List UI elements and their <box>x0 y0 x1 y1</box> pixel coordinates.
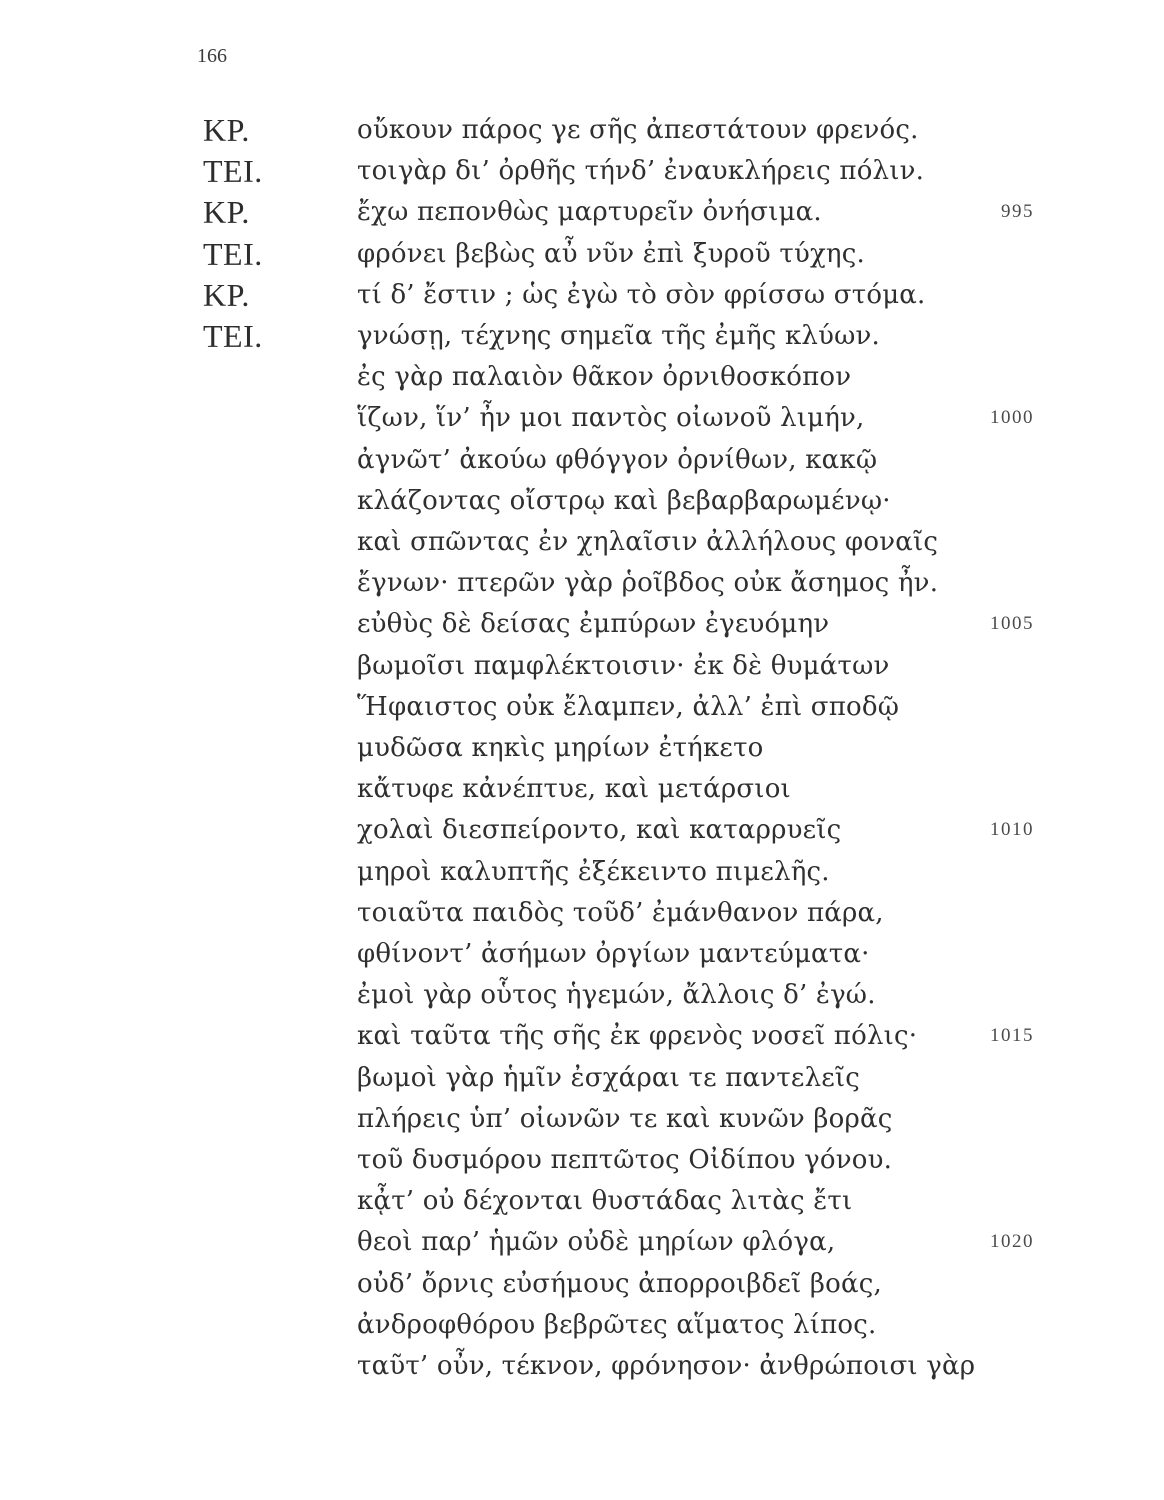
verse-line <box>0 110 1164 150</box>
verse-text: καὶ σπῶντας ἐν χηλαῖσιν ἀλλήλους φοναῖς <box>357 527 939 557</box>
verse-text: μηροὶ καλυπτῆς ἐξέκειντο πιμελῆς. <box>357 857 830 887</box>
verse-line <box>0 357 1164 397</box>
verse-text: τοιγὰρ δι’ ὀρθῆς τήνδ’ ἐναυκλήρεις πόλιν. <box>357 156 925 186</box>
verse-line <box>0 852 1164 892</box>
verse-text: ἵζων, ἵν’ ἦν μοι παντὸς οἰωνοῦ λιμήν, <box>357 403 865 433</box>
verse-text: τοιαῦτα παιδὸς τοῦδ’ ἐμάνθανον πάρα, <box>357 898 884 928</box>
verse-line <box>0 192 1164 232</box>
verse-text: φρόνει βεβὼς αὖ νῦν ἐπὶ ξυροῦ τύχης. <box>357 239 865 269</box>
verse-text: φθίνοντ’ ἀσήμων ὀργίων μαντεύματα· <box>357 939 870 969</box>
line-number: 1020 <box>990 1231 1034 1252</box>
verse-text: ταῦτ’ οὖν, τέκνον, φρόνησον· ἀνθρώποισι γὰρ <box>357 1351 976 1381</box>
line-number: 1015 <box>990 1025 1034 1046</box>
line-number: 995 <box>1001 201 1034 222</box>
verse-line <box>0 604 1164 644</box>
verse-text: βωμοῖσι παμφλέκτοισιν· ἐκ δὲ θυμάτων <box>357 651 890 681</box>
verse-line <box>0 646 1164 686</box>
verse-line <box>0 275 1164 315</box>
verse-line <box>0 728 1164 768</box>
verse-text: ἀνδροφθόρου βεβρῶτες αἵματος λίπος. <box>357 1310 877 1340</box>
verse-text: ἐμοὶ γὰρ οὗτος ἡγεμών, ἄλλοις δ’ ἐγώ. <box>357 980 876 1010</box>
verse-line <box>0 975 1164 1015</box>
verse-line <box>0 1181 1164 1221</box>
verse-text: κλάζοντας οἴστρῳ καὶ βεβαρβαρωμένῳ· <box>357 486 891 516</box>
verse-text: ἀγνῶτ’ ἀκούω φθόγγον ὀρνίθων, κακῷ <box>357 445 878 475</box>
line-number: 1010 <box>990 819 1034 840</box>
verse-line <box>0 1305 1164 1345</box>
verse-text: χολαὶ διεσπείροντο, καὶ καταρρυεῖς <box>357 815 842 845</box>
verse-text: πλήρεις ὑπ’ οἰωνῶν τε καὶ κυνῶν βορᾶς <box>357 1104 893 1134</box>
verse-line <box>0 1222 1164 1262</box>
speaker-label: ΚΡ. <box>203 277 250 313</box>
verse-text: Ἥφαιστος οὐκ ἔλαμπεν, ἀλλ’ ἐπὶ σποδῷ <box>357 692 900 722</box>
verse-line <box>0 316 1164 356</box>
verse-line <box>0 440 1164 480</box>
verse-line <box>0 810 1164 850</box>
verse-text: ἔγνων· πτερῶν γὰρ ῥοῖβδος οὐκ ἄσημος ἦν. <box>357 568 939 598</box>
verse-line <box>0 522 1164 562</box>
line-number: 1000 <box>990 407 1034 428</box>
verse-line <box>0 481 1164 521</box>
verse-line <box>0 234 1164 274</box>
verse-text: βωμοὶ γὰρ ἡμῖν ἐσχάραι τε παντελεῖς <box>357 1063 861 1093</box>
verse-line <box>0 1346 1164 1386</box>
verse-text: μυδῶσα κηκὶς μηρίων ἐτήκετο <box>357 733 764 763</box>
verse-text: εὐθὺς δὲ δείσας ἐμπύρων ἐγευόμην <box>357 609 830 639</box>
line-number: 1005 <box>990 613 1034 634</box>
verse-line <box>0 563 1164 603</box>
verse-line <box>0 1016 1164 1056</box>
verse-line <box>0 687 1164 727</box>
verse-line <box>0 934 1164 974</box>
verse-text: ἐς γὰρ παλαιὸν θᾶκον ὀρνιθοσκόπον <box>357 362 852 392</box>
speaker-label: ΚΡ. <box>203 112 250 148</box>
verse-line <box>0 1140 1164 1180</box>
verse-line <box>0 1099 1164 1139</box>
speaker-label: ΚΡ. <box>203 194 250 230</box>
verse-text: τί δ’ ἔστιν ; ὡς ἐγὼ τὸ σὸν φρίσσω στόμα. <box>357 280 926 310</box>
verse-text: τοῦ δυσμόρου πεπτῶτος Οἰδίπου γόνου. <box>357 1145 893 1175</box>
speaker-label: ΤΕΙ. <box>203 318 263 354</box>
verse-line <box>0 893 1164 933</box>
verse-text: οὐδ’ ὄρνις εὐσήμους ἀπορροιβδεῖ βοάς, <box>357 1269 882 1299</box>
verse-text: κᾆτ’ οὐ δέχονται θυστάδας λιτὰς ἔτι <box>357 1186 853 1216</box>
verse-line <box>0 151 1164 191</box>
verse-text: γνώσῃ, τέχνης σημεῖα τῆς ἐμῆς κλύων. <box>357 321 880 351</box>
page-number: 166 <box>197 45 227 67</box>
verse-text: θεοὶ παρ’ ἡμῶν οὐδὲ μηρίων φλόγα, <box>357 1227 836 1257</box>
verse-line <box>0 1058 1164 1098</box>
speaker-label: ΤΕΙ. <box>203 236 263 272</box>
verse-text: ἔχω πεπονθὼς μαρτυρεῖν ὀνήσιμα. <box>357 197 822 227</box>
speaker-label: ΤΕΙ. <box>203 153 263 189</box>
verse-line <box>0 1264 1164 1304</box>
verse-text: κἄτυφε κἀνέπτυε, καὶ μετάρσιοι <box>357 774 791 804</box>
verse-text: οὔκουν πάρος γε σῆς ἀπεστάτουν φρενός. <box>357 115 919 145</box>
verse-line <box>0 769 1164 809</box>
verse-line <box>0 398 1164 438</box>
verse-text: καὶ ταῦτα τῆς σῆς ἐκ φρενὸς νοσεῖ πόλις· <box>357 1021 918 1051</box>
